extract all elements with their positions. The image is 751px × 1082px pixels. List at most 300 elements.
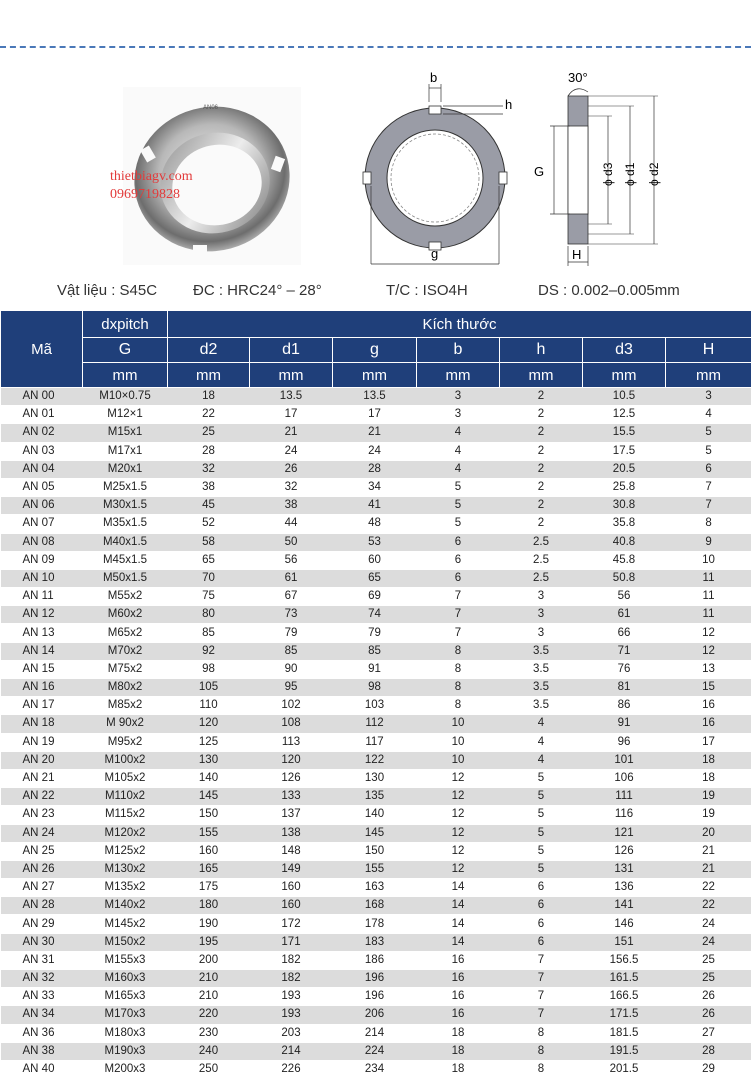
table-cell: 6 bbox=[500, 897, 583, 915]
table-cell: 8 bbox=[417, 642, 500, 660]
table-cell: 5 bbox=[417, 478, 500, 496]
table-cell: M10×0.75 bbox=[83, 388, 168, 406]
table-cell: 182 bbox=[250, 970, 333, 988]
col-d3: d3 bbox=[583, 338, 666, 363]
table-cell: 14 bbox=[417, 897, 500, 915]
table-cell: AN 18 bbox=[1, 715, 83, 733]
table-cell: M85x2 bbox=[83, 697, 168, 715]
unit-h: mm bbox=[500, 363, 583, 388]
table-cell: 73 bbox=[250, 606, 333, 624]
table-cell: 120 bbox=[250, 751, 333, 769]
table-row bbox=[1, 897, 751, 915]
table-cell: 45 bbox=[168, 497, 250, 515]
table-cell: AN 13 bbox=[1, 624, 83, 642]
table-cell: 61 bbox=[250, 569, 333, 587]
table-row bbox=[1, 1042, 751, 1060]
table-cell: 8 bbox=[417, 697, 500, 715]
table-row bbox=[1, 460, 751, 478]
table-cell: 3 bbox=[500, 606, 583, 624]
table-cell: 13.5 bbox=[250, 388, 333, 406]
table-row bbox=[1, 751, 751, 769]
table-cell: 19 bbox=[666, 788, 751, 806]
table-cell: 38 bbox=[250, 497, 333, 515]
table-cell: 56 bbox=[250, 551, 333, 569]
table-cell: 141 bbox=[583, 897, 666, 915]
table-cell: 10 bbox=[417, 733, 500, 751]
table-cell: 76 bbox=[583, 660, 666, 678]
table-cell: 148 bbox=[250, 842, 333, 860]
table-cell: 85 bbox=[250, 642, 333, 660]
table-cell: 24 bbox=[250, 442, 333, 460]
table-cell: 4 bbox=[417, 442, 500, 460]
table-cell: 6 bbox=[500, 933, 583, 951]
table-cell: 70 bbox=[168, 569, 250, 587]
table-cell: 206 bbox=[333, 1006, 417, 1024]
side-view-drawing bbox=[530, 66, 670, 271]
table-cell: AN 32 bbox=[1, 970, 83, 988]
table-cell: M110x2 bbox=[83, 788, 168, 806]
table-cell: M35x1.5 bbox=[83, 515, 168, 533]
table-row bbox=[1, 424, 751, 442]
table-cell: 133 bbox=[250, 788, 333, 806]
table-cell: 195 bbox=[168, 933, 250, 951]
table-cell: 146 bbox=[583, 915, 666, 933]
table-cell: M120x2 bbox=[83, 824, 168, 842]
table-cell: 22 bbox=[666, 879, 751, 897]
table-cell: 10 bbox=[417, 751, 500, 769]
table-cell: 5 bbox=[500, 806, 583, 824]
table-cell: M25x1.5 bbox=[83, 478, 168, 496]
table-cell: AN 31 bbox=[1, 951, 83, 969]
table-cell: AN 30 bbox=[1, 933, 83, 951]
table-cell: 81 bbox=[583, 679, 666, 697]
table-cell: AN 02 bbox=[1, 424, 83, 442]
table-cell: 25 bbox=[666, 970, 751, 988]
table-cell: 8 bbox=[500, 1024, 583, 1042]
table-cell: 120 bbox=[168, 715, 250, 733]
table-cell: 40.8 bbox=[583, 533, 666, 551]
table-row bbox=[1, 915, 751, 933]
table-cell: M40x1.5 bbox=[83, 533, 168, 551]
table-cell: 196 bbox=[333, 988, 417, 1006]
table-row bbox=[1, 642, 751, 660]
hardness-label: ĐC : bbox=[193, 282, 223, 299]
table-cell: 12 bbox=[417, 824, 500, 842]
table-cell: AN 12 bbox=[1, 606, 83, 624]
table-row bbox=[1, 533, 751, 551]
table-cell: 180 bbox=[168, 897, 250, 915]
table-cell: 52 bbox=[168, 515, 250, 533]
table-cell: 145 bbox=[168, 788, 250, 806]
table-cell: 131 bbox=[583, 860, 666, 878]
table-cell: 113 bbox=[250, 733, 333, 751]
table-cell: M12×1 bbox=[83, 406, 168, 424]
table-cell: 5 bbox=[500, 824, 583, 842]
table-row bbox=[1, 1024, 751, 1042]
table-row bbox=[1, 569, 751, 587]
table-cell: 8 bbox=[666, 515, 751, 533]
table-cell: AN 27 bbox=[1, 879, 83, 897]
table-cell: 22 bbox=[168, 406, 250, 424]
table-cell: 34 bbox=[333, 478, 417, 496]
table-cell: 18 bbox=[417, 1042, 500, 1060]
table-cell: 15.5 bbox=[583, 424, 666, 442]
table-cell: AN 11 bbox=[1, 588, 83, 606]
table-cell: 136 bbox=[583, 879, 666, 897]
table-cell: 17 bbox=[666, 733, 751, 751]
table-cell: 19 bbox=[666, 806, 751, 824]
table-cell: 7 bbox=[666, 497, 751, 515]
table-cell: AN 21 bbox=[1, 769, 83, 787]
table-cell: 102 bbox=[250, 697, 333, 715]
col-d1: d1 bbox=[250, 338, 333, 363]
table-cell: 155 bbox=[333, 860, 417, 878]
table-cell: 4 bbox=[500, 751, 583, 769]
table-cell: 25.8 bbox=[583, 478, 666, 496]
table-row bbox=[1, 697, 751, 715]
table-cell: 3.5 bbox=[500, 697, 583, 715]
table-cell: M150x2 bbox=[83, 933, 168, 951]
table-cell: 140 bbox=[333, 806, 417, 824]
table-cell: M65x2 bbox=[83, 624, 168, 642]
table-cell: 10 bbox=[666, 551, 751, 569]
table-cell: 21 bbox=[666, 860, 751, 878]
table-cell: AN 16 bbox=[1, 679, 83, 697]
table-row bbox=[1, 1006, 751, 1024]
table-cell: 116 bbox=[583, 806, 666, 824]
table-cell: 7 bbox=[666, 478, 751, 496]
table-cell: 12 bbox=[666, 642, 751, 660]
table-cell: 137 bbox=[250, 806, 333, 824]
table-cell: 12 bbox=[417, 860, 500, 878]
dashed-divider bbox=[0, 46, 751, 48]
table-cell: 5 bbox=[500, 860, 583, 878]
table-cell: 5 bbox=[666, 442, 751, 460]
table-cell: M180x3 bbox=[83, 1024, 168, 1042]
table-body bbox=[1, 388, 751, 1079]
dimension-table bbox=[0, 310, 751, 1079]
table-cell: 21 bbox=[250, 424, 333, 442]
unit-d2: mm bbox=[168, 363, 250, 388]
header-thread: dxpitch bbox=[83, 311, 168, 338]
table-cell: 66 bbox=[583, 624, 666, 642]
table-row bbox=[1, 733, 751, 751]
table-cell: 32 bbox=[168, 460, 250, 478]
table-cell: 106 bbox=[583, 769, 666, 787]
table-cell: 160 bbox=[250, 879, 333, 897]
unit-g: mm bbox=[333, 363, 417, 388]
label-d2: ϕ d2 bbox=[647, 162, 661, 186]
table-cell: 10.5 bbox=[583, 388, 666, 406]
table-cell: 110 bbox=[168, 697, 250, 715]
table-cell: 156.5 bbox=[583, 951, 666, 969]
table-row bbox=[1, 624, 751, 642]
front-view-drawing bbox=[355, 68, 530, 268]
table-cell: AN 36 bbox=[1, 1024, 83, 1042]
table-cell: 25 bbox=[168, 424, 250, 442]
table-cell: 91 bbox=[333, 660, 417, 678]
unit-b: mm bbox=[417, 363, 500, 388]
table-cell: M145x2 bbox=[83, 915, 168, 933]
table-row bbox=[1, 606, 751, 624]
label-G: G bbox=[534, 164, 545, 179]
table-cell: 2 bbox=[500, 497, 583, 515]
table-cell: 171.5 bbox=[583, 1006, 666, 1024]
spec-hardness bbox=[193, 282, 322, 299]
table-cell: 150 bbox=[168, 806, 250, 824]
table-row bbox=[1, 970, 751, 988]
table-cell: 130 bbox=[168, 751, 250, 769]
table-cell: 32 bbox=[250, 478, 333, 496]
table-cell: 26 bbox=[666, 1006, 751, 1024]
standard-value: ISO4H bbox=[422, 282, 468, 299]
table-row bbox=[1, 588, 751, 606]
watermark bbox=[110, 168, 193, 204]
table-cell: 58 bbox=[168, 533, 250, 551]
table-cell: 172 bbox=[250, 915, 333, 933]
table-cell: 18 bbox=[666, 769, 751, 787]
table-cell: 50.8 bbox=[583, 569, 666, 587]
table-cell: 101 bbox=[583, 751, 666, 769]
table-cell: 26 bbox=[250, 460, 333, 478]
table-cell: AN 14 bbox=[1, 642, 83, 660]
table-cell: 30.8 bbox=[583, 497, 666, 515]
table-cell: 196 bbox=[333, 970, 417, 988]
table-cell: 160 bbox=[168, 842, 250, 860]
table-cell: 224 bbox=[333, 1042, 417, 1060]
label-d3: ϕ d3 bbox=[601, 162, 615, 186]
table-row bbox=[1, 933, 751, 951]
table-cell: 3.5 bbox=[500, 642, 583, 660]
table-cell: AN 26 bbox=[1, 860, 83, 878]
table-row bbox=[1, 715, 751, 733]
table-cell: 75 bbox=[168, 588, 250, 606]
table-cell: 3.5 bbox=[500, 660, 583, 678]
table-cell: 130 bbox=[333, 769, 417, 787]
spec-tolerance bbox=[538, 282, 680, 299]
table-cell: 2 bbox=[500, 460, 583, 478]
table-cell: 150 bbox=[333, 842, 417, 860]
table-cell: M170x3 bbox=[83, 1006, 168, 1024]
table-cell: 2 bbox=[500, 442, 583, 460]
table-cell: 18 bbox=[417, 1060, 500, 1078]
table-cell: 11 bbox=[666, 606, 751, 624]
table-cell: 6 bbox=[500, 915, 583, 933]
table-cell: 3 bbox=[500, 588, 583, 606]
table-cell: 230 bbox=[168, 1024, 250, 1042]
table-cell: 79 bbox=[250, 624, 333, 642]
label-b: b bbox=[430, 70, 438, 85]
table-cell: M70x2 bbox=[83, 642, 168, 660]
watermark-site: thietbiagv.com bbox=[110, 169, 193, 184]
table-cell: AN 15 bbox=[1, 660, 83, 678]
table-row bbox=[1, 551, 751, 569]
table-cell: 234 bbox=[333, 1060, 417, 1078]
table-cell: 3 bbox=[417, 388, 500, 406]
table-cell: 2.5 bbox=[500, 551, 583, 569]
table-cell: AN 10 bbox=[1, 569, 83, 587]
table-cell: 161.5 bbox=[583, 970, 666, 988]
table-row bbox=[1, 824, 751, 842]
table-cell: M135x2 bbox=[83, 879, 168, 897]
table-cell: AN 17 bbox=[1, 697, 83, 715]
table-row bbox=[1, 388, 751, 406]
table-cell: 7 bbox=[500, 951, 583, 969]
table-cell: 27 bbox=[666, 1024, 751, 1042]
table-row bbox=[1, 442, 751, 460]
table-cell: 12 bbox=[417, 769, 500, 787]
table-cell: M17x1 bbox=[83, 442, 168, 460]
table-cell: M80x2 bbox=[83, 679, 168, 697]
table-cell: M 90x2 bbox=[83, 715, 168, 733]
table-cell: 112 bbox=[333, 715, 417, 733]
table-cell: 149 bbox=[250, 860, 333, 878]
standard-label: T/C : bbox=[386, 282, 419, 299]
table-cell: 12 bbox=[666, 624, 751, 642]
table-cell: 45.8 bbox=[583, 551, 666, 569]
table-cell: 13 bbox=[666, 660, 751, 678]
table-cell: M15x1 bbox=[83, 424, 168, 442]
table-cell: 168 bbox=[333, 897, 417, 915]
table-cell: 140 bbox=[168, 769, 250, 787]
label-h: h bbox=[505, 97, 513, 112]
table-cell: 65 bbox=[168, 551, 250, 569]
table-cell: 98 bbox=[168, 660, 250, 678]
table-cell: 8 bbox=[417, 679, 500, 697]
table-cell: 71 bbox=[583, 642, 666, 660]
table-cell: 145 bbox=[333, 824, 417, 842]
table-cell: 2.5 bbox=[500, 533, 583, 551]
table-cell: 214 bbox=[333, 1024, 417, 1042]
table-cell: 7 bbox=[500, 970, 583, 988]
table-cell: 2.5 bbox=[500, 569, 583, 587]
table-cell: 24 bbox=[333, 442, 417, 460]
table-cell: 67 bbox=[250, 588, 333, 606]
table-cell: 166.5 bbox=[583, 988, 666, 1006]
table-cell: 28 bbox=[168, 442, 250, 460]
table-cell: 155 bbox=[168, 824, 250, 842]
label-H: H bbox=[572, 247, 582, 262]
table-cell: 190 bbox=[168, 915, 250, 933]
table-row bbox=[1, 806, 751, 824]
table-cell: 4 bbox=[417, 460, 500, 478]
table-cell: 181.5 bbox=[583, 1024, 666, 1042]
table-cell: 80 bbox=[168, 606, 250, 624]
table-row bbox=[1, 478, 751, 496]
table-cell: 135 bbox=[333, 788, 417, 806]
table-cell: AN 19 bbox=[1, 733, 83, 751]
table-cell: 7 bbox=[417, 588, 500, 606]
table-cell: 98 bbox=[333, 679, 417, 697]
table-cell: AN 05 bbox=[1, 478, 83, 496]
table-cell: M100x2 bbox=[83, 751, 168, 769]
table-cell: M200x3 bbox=[83, 1060, 168, 1078]
table-cell: 92 bbox=[168, 642, 250, 660]
table-cell: 3 bbox=[417, 406, 500, 424]
table-cell: 3 bbox=[666, 388, 751, 406]
table-cell: M55x2 bbox=[83, 588, 168, 606]
table-cell: 3 bbox=[500, 624, 583, 642]
table-cell: 56 bbox=[583, 588, 666, 606]
table-cell: 2 bbox=[500, 406, 583, 424]
col-h: h bbox=[500, 338, 583, 363]
label-d1: ϕ d1 bbox=[623, 162, 637, 186]
table-cell: 6 bbox=[417, 569, 500, 587]
table-cell: 200 bbox=[168, 951, 250, 969]
table-cell: 74 bbox=[333, 606, 417, 624]
table-cell: M125x2 bbox=[83, 842, 168, 860]
table-cell: 5 bbox=[417, 497, 500, 515]
header-dimensions: Kích thước bbox=[168, 311, 751, 338]
table-cell: 2 bbox=[500, 424, 583, 442]
table-row bbox=[1, 660, 751, 678]
table-row bbox=[1, 788, 751, 806]
col-g: g bbox=[333, 338, 417, 363]
table-cell: 5 bbox=[500, 769, 583, 787]
table-cell: 117 bbox=[333, 733, 417, 751]
table-cell: M160x3 bbox=[83, 970, 168, 988]
table-cell: 91 bbox=[583, 715, 666, 733]
table-cell: 122 bbox=[333, 751, 417, 769]
table-cell: 48 bbox=[333, 515, 417, 533]
table-cell: 16 bbox=[666, 697, 751, 715]
table-cell: 6 bbox=[500, 879, 583, 897]
table-cell: M95x2 bbox=[83, 733, 168, 751]
table-cell: M50x1.5 bbox=[83, 569, 168, 587]
table-cell: M140x2 bbox=[83, 897, 168, 915]
table-cell: 25 bbox=[666, 951, 751, 969]
table-cell: 160 bbox=[250, 897, 333, 915]
table-cell: 15 bbox=[666, 679, 751, 697]
table-cell: AN 00 bbox=[1, 388, 83, 406]
table-cell: 193 bbox=[250, 988, 333, 1006]
table-cell: 69 bbox=[333, 588, 417, 606]
table-row bbox=[1, 951, 751, 969]
table-cell: 163 bbox=[333, 879, 417, 897]
table-cell: 12 bbox=[417, 806, 500, 824]
table-cell: 14 bbox=[417, 933, 500, 951]
table-cell: 121 bbox=[583, 824, 666, 842]
table-cell: 86 bbox=[583, 697, 666, 715]
header-code: Mã bbox=[1, 311, 83, 388]
table-cell: 61 bbox=[583, 606, 666, 624]
table-cell: 85 bbox=[168, 624, 250, 642]
table-cell: 21 bbox=[666, 842, 751, 860]
col-d2: d2 bbox=[168, 338, 250, 363]
table-cell: 126 bbox=[250, 769, 333, 787]
table-cell: 6 bbox=[417, 551, 500, 569]
table-cell: 203 bbox=[250, 1024, 333, 1042]
table-cell: 240 bbox=[168, 1042, 250, 1060]
table-cell: M165x3 bbox=[83, 988, 168, 1006]
unit-H: mm bbox=[666, 363, 751, 388]
table-cell: 6 bbox=[417, 533, 500, 551]
table-cell: 214 bbox=[250, 1042, 333, 1060]
table-cell: 16 bbox=[666, 715, 751, 733]
table-cell: 53 bbox=[333, 533, 417, 551]
table-cell: 186 bbox=[333, 951, 417, 969]
table-cell: M45x1.5 bbox=[83, 551, 168, 569]
table-cell: 24 bbox=[666, 915, 751, 933]
table-cell: 65 bbox=[333, 569, 417, 587]
material-value: S45C bbox=[119, 282, 158, 299]
table-cell: 4 bbox=[666, 406, 751, 424]
table-cell: M115x2 bbox=[83, 806, 168, 824]
table-cell: 226 bbox=[250, 1060, 333, 1078]
table-cell: 26 bbox=[666, 988, 751, 1006]
table-cell: 10 bbox=[417, 715, 500, 733]
table-row bbox=[1, 406, 751, 424]
